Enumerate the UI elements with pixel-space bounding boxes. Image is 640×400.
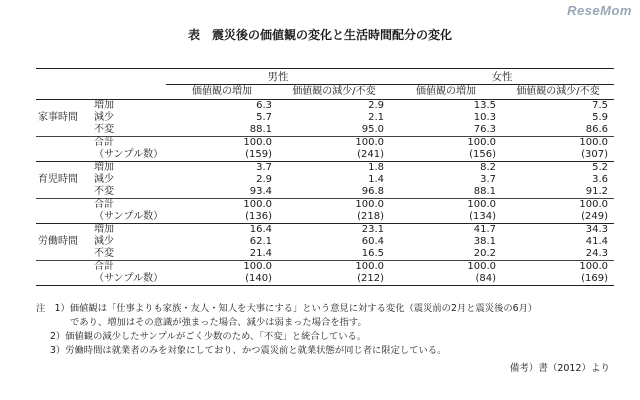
table-row (36, 124, 614, 137)
cell-value: 100.0 (502, 137, 614, 150)
cell-value: 91.2 (585, 186, 608, 197)
row-label: 増加 (94, 224, 114, 235)
cell-value: 100.0 (502, 199, 614, 212)
notes (36, 302, 616, 358)
cell-value: 13.5 (473, 100, 496, 111)
cell-value: (136) (245, 211, 272, 222)
cell-value: (134) (469, 211, 496, 222)
row-label: 不変 (94, 186, 114, 197)
cell-value: 95.0 (361, 124, 384, 135)
table-row (36, 199, 614, 212)
row-label: 減少 (94, 112, 114, 123)
cell-value: (156) (469, 149, 496, 160)
row-label: （サンプル数） (94, 211, 164, 222)
cell-value: 23.1 (361, 224, 384, 235)
cell-value: 96.8 (361, 186, 384, 197)
table-row (36, 174, 614, 186)
cell-value: (249) (581, 211, 608, 222)
source-note: 備考）書（2012）より (509, 363, 610, 374)
cell-value: 86.6 (585, 124, 608, 135)
cell-value: (241) (357, 149, 384, 160)
cell-value: 8.2 (480, 162, 496, 173)
cell-value: 100.0 (390, 261, 502, 274)
cell-value: 41.4 (585, 236, 608, 247)
cell-value: 3.7 (480, 174, 496, 185)
table-row (36, 224, 614, 237)
cell-value: 100.0 (278, 261, 390, 274)
table-row (36, 162, 614, 175)
cell-value: 21.4 (249, 248, 272, 259)
table-row (36, 100, 614, 113)
cell-value: 3.7 (256, 162, 272, 173)
cell-value: 10.3 (473, 112, 496, 123)
row-label: 増加 (94, 162, 114, 173)
header-male-decrease: 価値観の減少/不変 (292, 86, 376, 97)
header-blank (36, 69, 166, 85)
cell-value: 5.9 (592, 112, 608, 123)
table-row (36, 261, 614, 274)
row-label: 不変 (94, 124, 114, 135)
row-label: 不変 (94, 248, 114, 259)
cell-value: 3.6 (592, 174, 608, 185)
header-female-decrease: 価値観の減少/不変 (516, 86, 600, 97)
row-label: 増加 (94, 100, 114, 111)
table-row (36, 248, 614, 261)
cell-value: 16.4 (249, 224, 272, 235)
data-table (36, 68, 614, 286)
table-title: 表 震災後の価値観の変化と生活時間配分の変化 (187, 28, 452, 42)
header-male-increase: 価値観の増加 (192, 86, 252, 97)
cell-value: 88.1 (473, 186, 496, 197)
row-label: 減少 (94, 174, 114, 185)
cell-value: 100.0 (166, 137, 278, 150)
cell-value: 100.0 (502, 261, 614, 274)
cell-value: 100.0 (390, 137, 502, 150)
row-label: 合計 (88, 199, 166, 212)
group-block (36, 100, 614, 162)
cell-value: (169) (581, 273, 608, 284)
cell-value: (140) (245, 273, 272, 284)
table-row (36, 211, 614, 224)
header-group-row (36, 69, 614, 85)
cell-value: 34.3 (585, 224, 608, 235)
cell-value: 38.1 (473, 236, 496, 247)
cell-value: 93.4 (249, 186, 272, 197)
cell-value: 41.7 (473, 224, 496, 235)
cell-value: 1.4 (368, 174, 384, 185)
cell-value: 76.3 (473, 124, 496, 135)
cell-value: 5.2 (592, 162, 608, 173)
data-table-container (36, 68, 614, 286)
cell-value: 24.3 (585, 248, 608, 259)
row-label: （サンプル数） (94, 149, 164, 160)
table-row (36, 149, 614, 162)
header-female-increase: 価値観の増加 (416, 86, 476, 97)
row-label: （サンプル数） (94, 273, 164, 284)
header-male: 男性 (166, 69, 390, 85)
header-female: 女性 (390, 69, 614, 85)
note-3: 3）労働時間は就業者のみを対象にしており、かつ震災前と就業状態が同じ者に限定している。 (50, 345, 447, 356)
category-label: 労働時間 (38, 236, 78, 247)
group-block (36, 162, 614, 224)
note-1a: 注 1）価値観は「仕事よりも家族・友人・知人を大事にする」という意見に対する変化（震災前の2月と震災後の6月） (36, 303, 538, 314)
table-row (36, 137, 614, 150)
cell-value: 7.5 (592, 100, 608, 111)
group-block (36, 224, 614, 286)
category-label: 家事時間 (38, 112, 78, 123)
cell-value: 100.0 (166, 261, 278, 274)
header-sub-row (36, 85, 614, 100)
cell-value: 2.9 (368, 100, 384, 111)
table-row (36, 236, 614, 248)
cell-value: (212) (357, 273, 384, 284)
cell-value: (84) (475, 273, 496, 284)
cell-value: 62.1 (249, 236, 272, 247)
cell-value: 2.9 (256, 174, 272, 185)
note-2: 2）価値観の減少したサンプルがごく少数のため、「不変」と統合している。 (50, 331, 367, 342)
cell-value: 20.2 (473, 248, 496, 259)
row-label: 合計 (88, 137, 166, 150)
cell-value: 16.5 (361, 248, 384, 259)
cell-value: 1.8 (368, 162, 384, 173)
cell-value: 100.0 (278, 199, 390, 212)
table-row (36, 273, 614, 286)
cell-value: 88.1 (249, 124, 272, 135)
table-row (36, 112, 614, 124)
cell-value: 100.0 (278, 137, 390, 150)
cell-value: 2.1 (368, 112, 384, 123)
cell-value: 60.4 (361, 236, 384, 247)
note-1b: であり、増加はその意識が強まった場合、減少は弱まった場合を指す。 (70, 317, 367, 328)
cell-value: 6.3 (256, 100, 272, 111)
cell-value: 100.0 (166, 199, 278, 212)
cell-value: 5.7 (256, 112, 272, 123)
cell-value: 100.0 (390, 199, 502, 212)
category-label: 育児時間 (38, 174, 78, 185)
watermark-logo: ReseMom (567, 3, 632, 18)
table-row (36, 186, 614, 199)
cell-value: (218) (357, 211, 384, 222)
row-label: 合計 (88, 261, 166, 274)
row-label: 減少 (94, 236, 114, 247)
cell-value: (307) (581, 149, 608, 160)
cell-value: (159) (245, 149, 272, 160)
